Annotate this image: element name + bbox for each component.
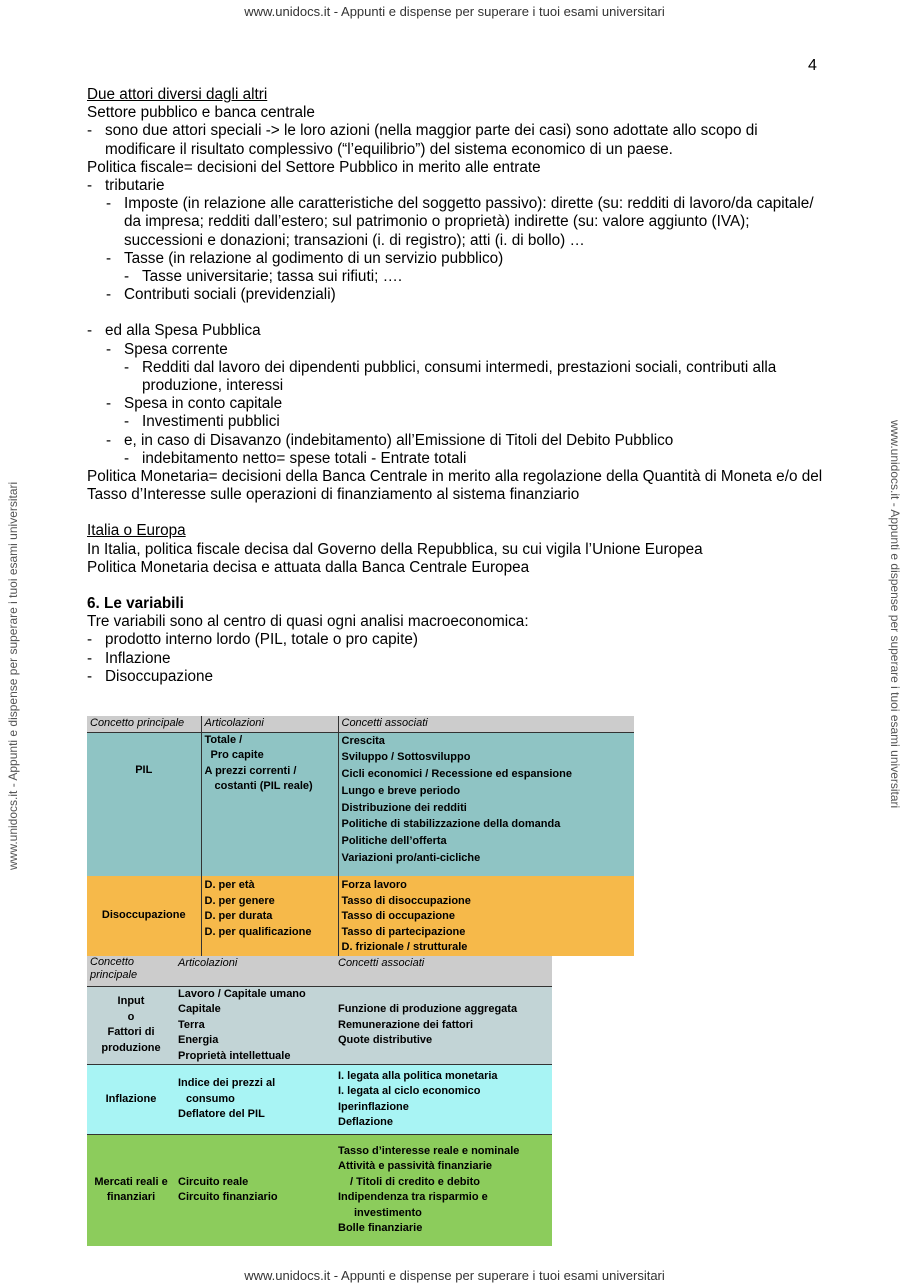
section-heading: Italia o Europa <box>87 522 186 540</box>
paragraph: Politica fiscale= decisioni del Settore Pubblico in merito alle entrate <box>87 158 541 176</box>
list-item: - Imposte (in relazione alle caratteristiche del soggetto passivo): dirette (su: redditi di lavoro/da capitale/ da impresa; redditi dall’estero; sul patrimonio o proprietà) indirette (su: valore aggiunto (IVA); successioni e donazioni; transazioni (i. di registro); atti (i. di bollo) … <box>106 195 814 249</box>
table-header-cell: Articolazioni <box>175 956 335 986</box>
articolazioni-cell: Totale / Pro capite A prezzi correnti / costanti (PIL reale) <box>201 732 338 876</box>
list-item: - sono due attori speciali -> le loro azioni (nella maggior parte dei casi) sono adottate allo scopo di modificare il risultato complessivo (“l’equilibrio”) del sistema economico di un paese. <box>87 122 758 158</box>
side-watermark-right: www.unidocs.it - Appunti e dispense per superare i tuoi esami universitari <box>888 420 902 809</box>
table-header-cell: Concetti associati <box>335 956 552 986</box>
associati-cell: Crescita Sviluppo / Sottosviluppo Cicli economici / Recessione ed espansione Lungo e breve periodo Distribuzione dei redditi Politiche di stabilizzazione della domanda Politiche dell’offerta Variazioni pro/anti-cicliche <box>338 732 634 876</box>
table-row <box>87 732 634 876</box>
list-item: - Tasse (in relazione al godimento di un servizio pubblico) <box>106 249 504 267</box>
articolazioni-cell: Circuito reale Circuito finanziario <box>175 1135 335 1246</box>
list-item: - tributarie <box>87 177 165 195</box>
table-header-row <box>87 956 552 986</box>
associati-cell: Tasso d’interesse reale e nominale Attività e passività finanziarie / Titoli di credito e debito Indipendenza tra risparmio e investimento Bolle finanziarie <box>335 1135 552 1246</box>
table-header-row <box>87 716 634 732</box>
table-header-cell: Concetti associati <box>338 716 634 732</box>
list-item: - Contributi sociali (previdenziali) <box>106 286 336 304</box>
paragraph: Tre variabili sono al centro di quasi ogni analisi macroeconomica: <box>87 613 529 631</box>
table-header-cell: Articolazioni <box>201 716 338 732</box>
table-header-cell: Concetto principale <box>87 956 175 986</box>
section-heading: Due attori diversi dagli altri <box>87 86 268 103</box>
header-watermark: www.unidocs.it - Appunti e dispense per superare i tuoi esami universitari <box>244 4 665 19</box>
associati-cell: I. legata alla politica monetaria I. legata al ciclo economico Iperinflazione Deflazione <box>335 1065 552 1135</box>
list-item: - Redditi dal lavoro dei dipendenti pubblici, consumi intermedi, prestazioni sociali, contributi alla produzione, interessi <box>124 358 777 395</box>
paragraph: In Italia, politica fiscale decisa dal Governo della Repubblica, su cui vigila l’Unione Europea <box>87 540 703 558</box>
paragraph: Politica Monetaria= decisioni della Banca Centrale in merito alla regolazione della Quantità di Moneta e/o del Tasso d’Interesse sulle operazioni di finanziamento al sistema finanziario <box>87 468 823 504</box>
articolazioni-cell: D. per età D. per genere D. per durata D. per qualificazione <box>201 876 338 956</box>
side-watermark-left: www.unidocs.it - Appunti e dispense per superare i tuoi esami universitari <box>6 481 20 870</box>
list-item: - e, in caso di Disavanzo (indebitamento) all’Emissione di Titoli del Debito Pubblico <box>106 431 674 449</box>
variables-table-1 <box>87 716 634 956</box>
associati-cell: Funzione di produzione aggregata Remunerazione dei fattori Quote distributive <box>335 986 552 1065</box>
footer-watermark: www.unidocs.it - Appunti e dispense per superare i tuoi esami universitari <box>244 1268 665 1283</box>
articolazioni-cell: Indice dei prezzi al consumo Deflatore del PIL <box>175 1065 335 1135</box>
page-number: 4 <box>808 57 817 74</box>
list-item: - Inflazione <box>87 649 171 667</box>
concept-cell: Inflazione <box>87 1065 175 1135</box>
concept-cell: Disoccupazione <box>87 876 201 956</box>
articolazioni-cell: Lavoro / Capitale umano Capitale Terra Energia Proprietà intellettuale <box>175 986 335 1065</box>
section-subtitle: Settore pubblico e banca centrale <box>87 104 315 122</box>
variables-table-2 <box>87 956 552 1246</box>
table-row <box>87 1065 552 1135</box>
table-row <box>87 876 634 956</box>
table-row <box>87 986 552 1065</box>
associati-cell: Forza lavoro Tasso di disoccupazione Tasso di occupazione Tasso di partecipazione D. frizionale / strutturale <box>338 876 634 956</box>
list-item: - Spesa in conto capitale <box>106 395 283 413</box>
list-item: - Disoccupazione <box>87 667 213 685</box>
list-item: - Investimenti pubblici <box>124 413 280 431</box>
list-item: - ed alla Spesa Pubblica <box>87 322 261 340</box>
list-item: - prodotto interno lordo (PIL, totale o pro capite) <box>87 631 418 649</box>
list-item: - Tasse universitarie; tassa sui rifiuti; …. <box>124 268 403 286</box>
list-item: - Spesa corrente <box>106 340 228 358</box>
page-content <box>87 86 827 686</box>
list-item: - indebitamento netto= spese totali - Entrate totali <box>124 449 467 467</box>
concept-cell: PIL <box>87 732 201 876</box>
section-heading: 6. Le variabili <box>87 595 184 613</box>
table-row <box>87 1135 552 1246</box>
concept-cell: Input o Fattori di produzione <box>87 986 175 1065</box>
table-header-cell: Concetto principale <box>87 716 201 732</box>
paragraph: Politica Monetaria decisa e attuata dalla Banca Centrale Europea <box>87 558 530 576</box>
concept-cell: Mercati reali e finanziari <box>87 1135 175 1246</box>
